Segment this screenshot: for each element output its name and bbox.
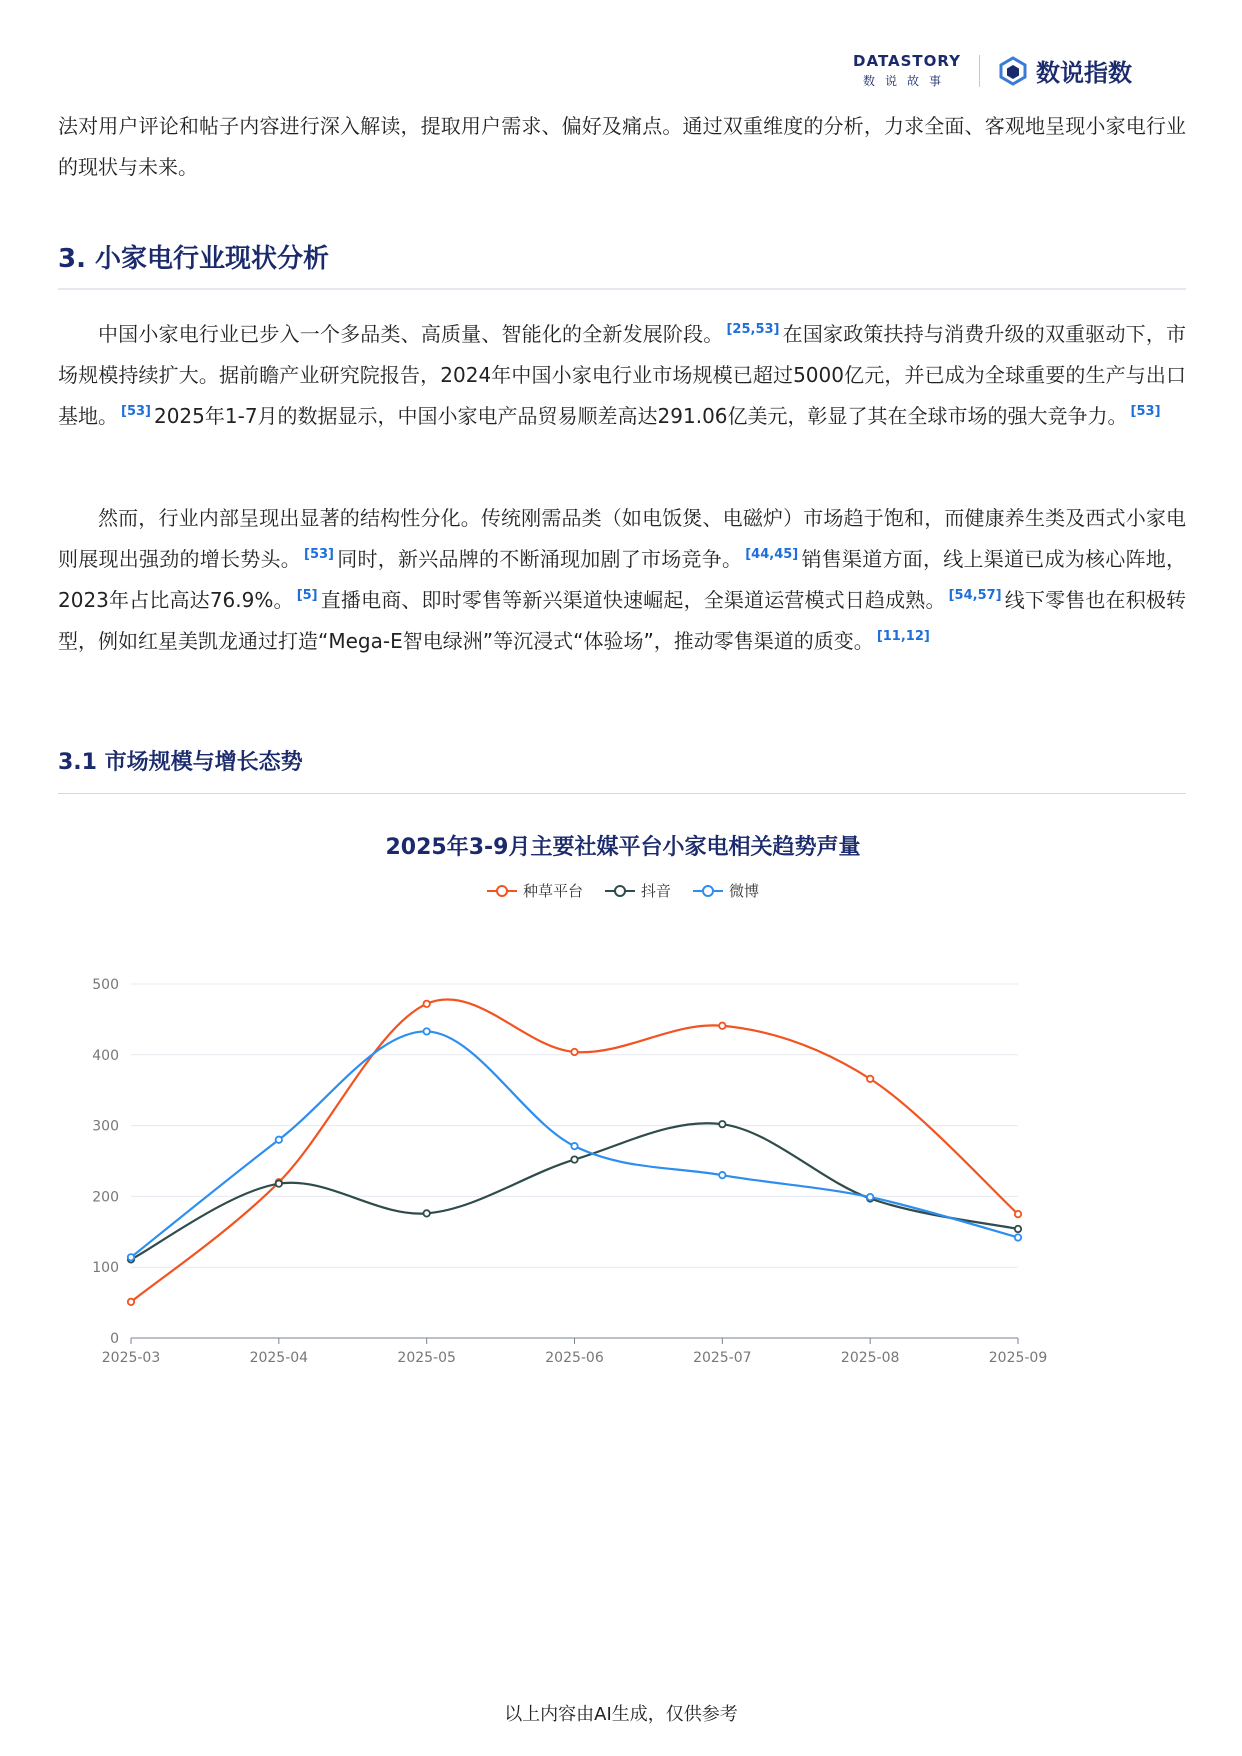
paragraph-text: 然而，行业内部呈现出显著的结构性分化。传统刚需品类（如电饭煲、电磁炉）市场趋于饱和，而健康养生类及西式小家电则展现出强劲的增长势头。 bbox=[58, 506, 1186, 571]
data-point bbox=[423, 1001, 429, 1007]
x-tick-label: 2025-08 bbox=[840, 1350, 900, 1366]
paragraph-text: 销售渠道方面，线上渠道已成为核心阵地，2023年占比高达76.9%。 bbox=[58, 547, 1186, 612]
paragraph-text: 中国小家电行业已步入一个多品类、高质量、智能化的全新发展阶段。 bbox=[98, 322, 724, 346]
datastory-logo-en: DATASTORY bbox=[853, 52, 961, 70]
citation-link[interactable]: [5] bbox=[296, 588, 318, 604]
y-tick-label: 100 bbox=[92, 1260, 119, 1277]
y-tick-label: 0 bbox=[110, 1331, 119, 1347]
section-3-1-header bbox=[58, 745, 1186, 776]
paragraph-text: 在国家政策扶持与消费升级的双重驱动下，市场规模持续扩大。据前瞻产业研究院报告，2024年中国小家电行业市场规模已超过5000亿元，并已成为全球重要的生产与出口基地。 bbox=[58, 322, 1187, 428]
data-point bbox=[867, 1076, 873, 1082]
citation-link[interactable]: [54,57] bbox=[948, 588, 1002, 604]
section-3-1-rule bbox=[58, 793, 1186, 794]
line-chart-svg bbox=[58, 830, 1188, 1530]
data-point bbox=[423, 1028, 429, 1034]
data-point bbox=[571, 1156, 577, 1162]
intro-paragraph: 法对用户评论和帖子内容进行深入解读，提取用户需求、偏好及痛点。通过双重维度的分析，力求全面、客观地呈现小家电行业的现状与未来。 bbox=[58, 114, 1186, 179]
y-tick-label: 400 bbox=[92, 1047, 119, 1064]
data-point bbox=[867, 1194, 873, 1200]
x-tick-label: 2025-05 bbox=[397, 1350, 456, 1366]
chart-title: 2025年3-9月主要社媒平台小家电相关趋势声量 bbox=[385, 835, 861, 860]
x-tick-label: 2025-06 bbox=[545, 1350, 604, 1366]
section-3-1-title: 3.1 市场规模与增长态势 bbox=[58, 750, 303, 775]
legend-label: 抖音 bbox=[640, 882, 671, 900]
data-point bbox=[128, 1299, 134, 1305]
data-point bbox=[719, 1172, 725, 1178]
data-point bbox=[571, 1143, 577, 1149]
datastory-logo-cn: 数说故事 bbox=[863, 74, 952, 88]
section-3-rule bbox=[58, 288, 1186, 290]
y-tick-label: 500 bbox=[92, 977, 119, 993]
data-point bbox=[1015, 1211, 1021, 1217]
paragraph-text: 同时，新兴品牌的不断涌现加剧了市场竞争。 bbox=[336, 547, 743, 571]
footer-disclaimer: 以上内容由AI生成，仅供参考 bbox=[504, 1704, 738, 1725]
paragraph-text: 直播电商、即时零售等新兴渠道快速崛起，全渠道运营模式日趋成熟。 bbox=[320, 588, 946, 612]
y-tick-label: 300 bbox=[92, 1118, 119, 1135]
citation-link[interactable]: [11,12] bbox=[876, 629, 930, 645]
section-3-paragraph-2 bbox=[58, 498, 1186, 662]
citation-link[interactable]: [53] bbox=[121, 404, 151, 420]
section-3-title: 3. 小家电行业现状分析 bbox=[58, 244, 330, 274]
x-tick-label: 2025-07 bbox=[693, 1350, 752, 1366]
citation-link[interactable]: [53] bbox=[1130, 404, 1161, 420]
data-point bbox=[276, 1180, 282, 1186]
legend-label: 微博 bbox=[729, 882, 760, 900]
intro-paragraph-wrap bbox=[58, 106, 1186, 188]
x-tick-label: 2025-09 bbox=[988, 1350, 1048, 1366]
datastory-logo bbox=[853, 52, 961, 89]
data-point bbox=[719, 1121, 725, 1127]
data-point bbox=[1015, 1234, 1021, 1240]
data-point bbox=[719, 1023, 725, 1029]
legend-label: 种草平台 bbox=[522, 882, 583, 900]
citation-link[interactable]: [44,45] bbox=[745, 547, 799, 563]
sszs-logo-text: 数说指数 bbox=[1036, 59, 1132, 87]
y-tick-label: 200 bbox=[92, 1189, 119, 1206]
data-point bbox=[1015, 1226, 1021, 1232]
section-3-paragraph-1 bbox=[58, 314, 1186, 437]
section-3-header bbox=[58, 238, 1186, 275]
header-divider bbox=[979, 55, 980, 87]
data-point bbox=[423, 1210, 429, 1216]
citation-link[interactable]: [53] bbox=[304, 547, 334, 563]
header-logos bbox=[853, 52, 1132, 89]
data-point bbox=[571, 1049, 577, 1055]
paragraph-text: 线下零售也在积极转型，例如红星美凯龙通过打造“Mega-E智电绿洲”等沉浸式“体验场”，推动零售渠道的质变。 bbox=[58, 588, 1187, 653]
x-tick-label: 2025-04 bbox=[249, 1350, 309, 1366]
trend-chart bbox=[58, 830, 1188, 1366]
data-point bbox=[276, 1137, 282, 1143]
data-point bbox=[128, 1254, 134, 1260]
section-3-paragraph-2-wrap bbox=[58, 498, 1186, 662]
sszs-logo bbox=[998, 53, 1132, 88]
x-tick-label: 2025-03 bbox=[101, 1350, 161, 1366]
section-3-paragraph-1-wrap bbox=[58, 314, 1186, 437]
citation-link[interactable]: [25,53] bbox=[726, 322, 780, 338]
paragraph-text: 2025年1-7月的数据显示，中国小家电产品贸易顺差高达291.06亿美元，彰显了其在全球市场的强大竞争力。 bbox=[153, 404, 1128, 428]
sszs-logo-icon bbox=[998, 56, 1028, 86]
